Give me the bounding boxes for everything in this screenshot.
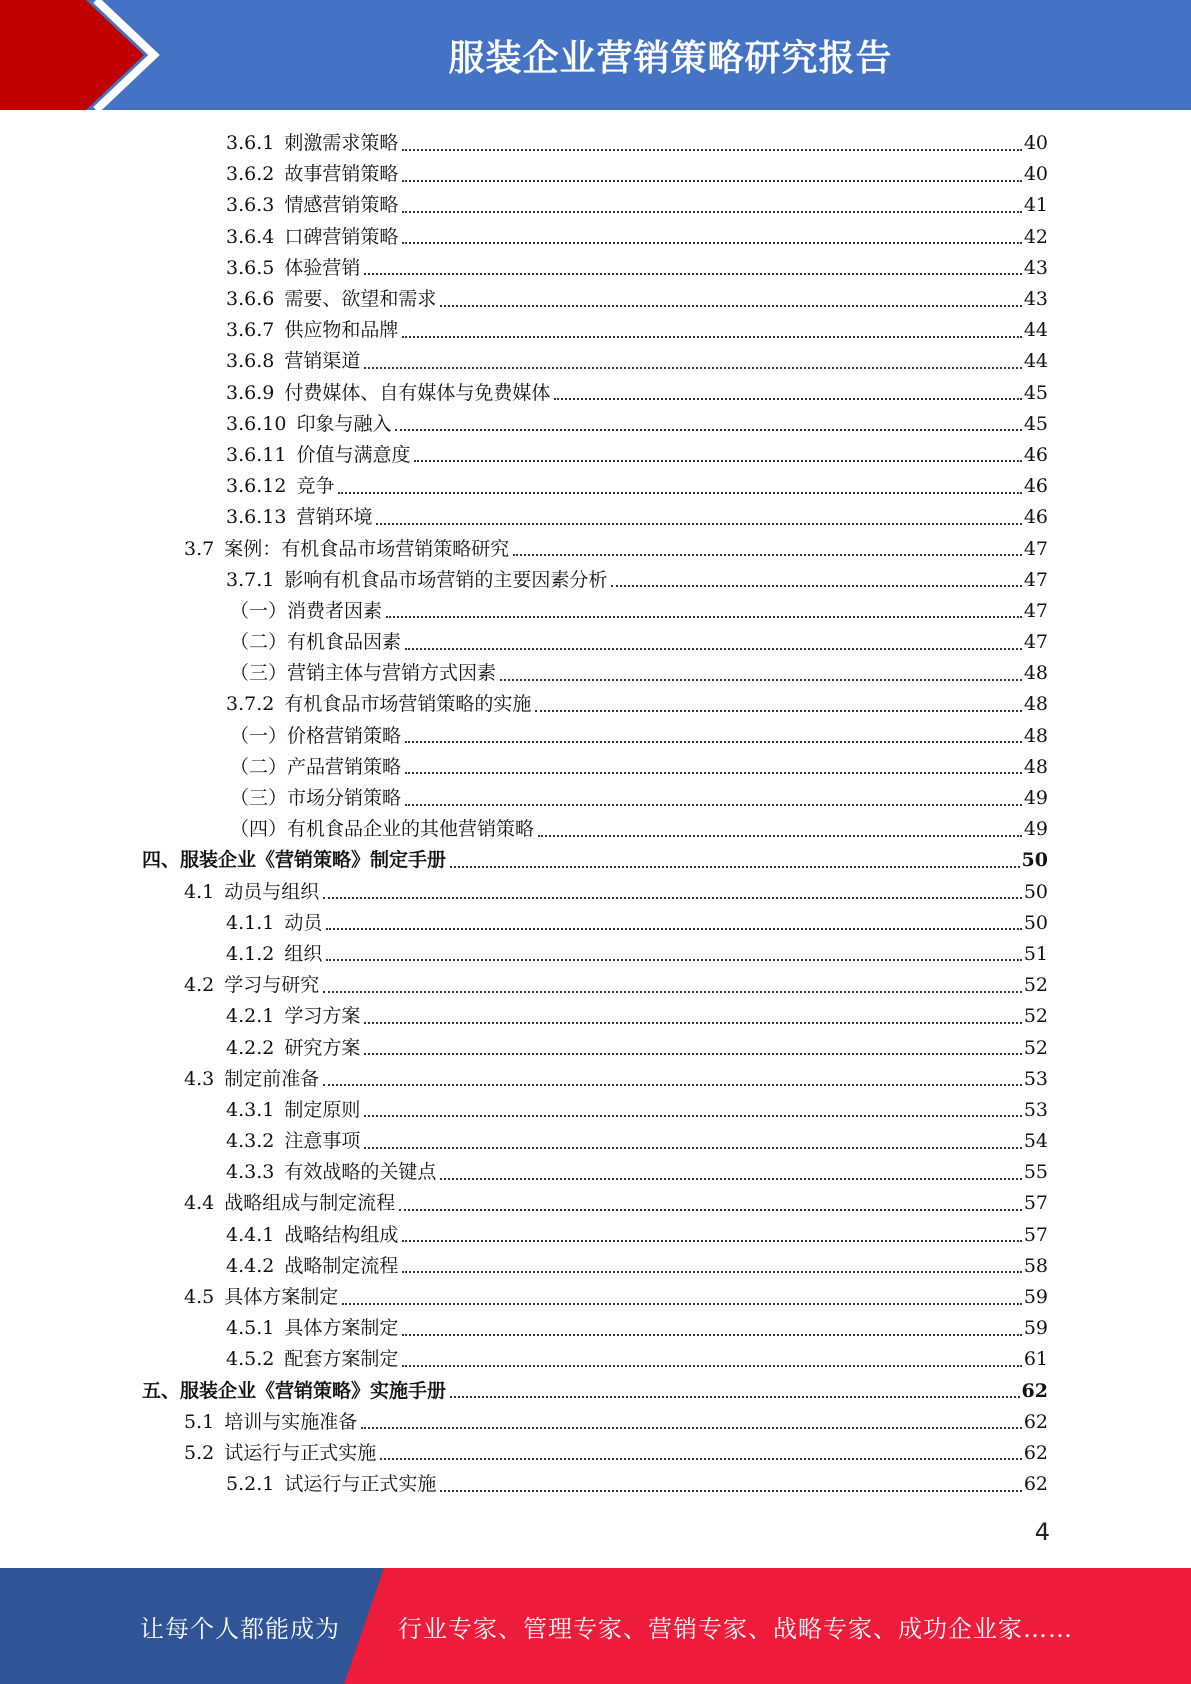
toc-dot-leader — [402, 149, 1021, 151]
toc-entry-title: 营销渠道 — [284, 350, 361, 373]
toc-entry-page: 58 — [1023, 1254, 1048, 1277]
toc-entry-title: 具体方案制定 — [224, 1286, 339, 1309]
toc-entry-page: 46 — [1023, 506, 1048, 529]
toc-entry-number: 4.5 — [184, 1286, 215, 1309]
toc-entry[interactable] — [142, 908, 1048, 939]
toc-entry-title: 动员与组织 — [224, 880, 320, 903]
toc-entry-heading — [226, 1319, 398, 1338]
toc-dot-leader — [364, 1053, 1021, 1055]
toc-entry[interactable] — [142, 1407, 1048, 1438]
toc-entry-title: （一）价格营销策略 — [230, 724, 402, 747]
toc-dot-leader — [538, 835, 1022, 837]
toc-entry-title: 试运行与正式实施 — [284, 1473, 437, 1496]
toc-entry-number: 4.2.1 — [226, 1005, 275, 1028]
toc-dot-leader — [450, 866, 1020, 868]
toc-dot-leader — [402, 242, 1021, 244]
toc-entry-title: 具体方案制定 — [284, 1317, 399, 1340]
toc-entry[interactable] — [142, 565, 1048, 596]
toc-entry-title: 培训与实施准备 — [224, 1410, 358, 1433]
toc-entry-page: 47 — [1023, 568, 1048, 591]
toc-entry-number: 5.2 — [184, 1441, 215, 1464]
toc-entry[interactable] — [142, 1157, 1048, 1188]
toc-entry-heading — [226, 1223, 399, 1246]
toc-entry-page: 49 — [1023, 818, 1048, 841]
toc-entry-heading — [184, 1410, 358, 1433]
toc-entry-page: 59 — [1023, 1286, 1048, 1309]
toc-entry[interactable] — [142, 378, 1048, 409]
toc-dot-leader — [611, 585, 1021, 587]
toc-dot-leader — [440, 1178, 1021, 1180]
toc-entry-page: 49 — [1023, 787, 1048, 810]
toc-entry-heading — [184, 1288, 338, 1307]
toc-entry-heading — [226, 352, 360, 371]
toc-entry-page: 48 — [1023, 693, 1048, 716]
toc-entry-heading — [230, 789, 401, 808]
toc-entry-number: 3.6.6 — [226, 288, 275, 311]
toc-entry[interactable] — [142, 596, 1048, 627]
toc-entry-number: 4.4.2 — [226, 1254, 275, 1277]
toc-entry[interactable] — [142, 814, 1048, 845]
toc-entry-page: 44 — [1023, 350, 1048, 373]
toc-entry[interactable] — [142, 159, 1048, 190]
toc-dot-leader — [376, 523, 1021, 525]
toc-dot-leader — [450, 1396, 1020, 1398]
toc-dot-leader — [386, 616, 1022, 618]
toc-entry-page: 43 — [1023, 256, 1048, 279]
toc-entry[interactable] — [142, 1001, 1048, 1032]
toc-dot-leader — [323, 1084, 1022, 1086]
toc-entry[interactable] — [142, 1064, 1048, 1095]
toc-entry-page: 62 — [1023, 1410, 1048, 1433]
toc-entry[interactable] — [142, 346, 1048, 377]
toc-entry-title: 配套方案制定 — [284, 1348, 399, 1371]
toc-entry-heading — [226, 1475, 436, 1494]
toc-entry-number: 3.7.2 — [226, 693, 275, 716]
toc-dot-leader — [414, 460, 1021, 462]
toc-dot-leader — [402, 1240, 1021, 1242]
toc-entry-heading — [226, 1007, 360, 1026]
toc-entry-page: 54 — [1023, 1130, 1048, 1153]
toc-entry-page: 41 — [1023, 194, 1048, 217]
toc-dot-leader — [380, 1458, 1022, 1460]
toc-entry-number: 4.4 — [184, 1192, 215, 1215]
toc-entry[interactable] — [142, 1188, 1048, 1219]
page-number: 4 — [1034, 1518, 1050, 1546]
toc-entry[interactable] — [142, 1220, 1048, 1251]
toc-entry[interactable] — [142, 1032, 1048, 1063]
toc-entry-heading — [226, 477, 334, 496]
toc-entry-number: 4.5.1 — [226, 1317, 275, 1340]
toc-entry-heading — [226, 381, 551, 404]
toc-entry-page: 46 — [1023, 475, 1048, 498]
toc-entry-number: 3.6.10 — [226, 412, 287, 435]
toc-entry-page: 42 — [1023, 225, 1048, 248]
toc-entry-heading — [226, 256, 361, 279]
toc-dot-leader — [405, 648, 1022, 650]
document-title: 服装企业营销策略研究报告 — [448, 37, 893, 79]
toc-dot-leader — [440, 305, 1021, 307]
toc-dot-leader — [399, 1209, 1022, 1211]
toc-entry-heading — [226, 942, 323, 965]
toc-entry-heading — [226, 134, 398, 153]
toc-entry-page: 48 — [1023, 662, 1048, 685]
toc-entry-number: 3.7 — [184, 537, 215, 560]
toc-entry-number: 4.3.2 — [226, 1130, 275, 1153]
toc-entry-number: 4.3.3 — [226, 1161, 275, 1184]
toc-entry[interactable] — [142, 502, 1048, 533]
toc-entry-number: 4.3 — [184, 1067, 215, 1090]
toc-dot-leader — [402, 1334, 1021, 1336]
toc-entry-number: 3.6.12 — [226, 475, 287, 498]
toc-entry-number: 3.6.5 — [226, 256, 275, 279]
toc-entry-page: 57 — [1023, 1192, 1048, 1215]
toc-entry-number: 3.6.1 — [226, 132, 275, 155]
toc-entry-page: 46 — [1023, 443, 1048, 466]
toc-dot-leader — [405, 741, 1022, 743]
toc-entry[interactable] — [142, 128, 1048, 159]
toc-entry-number: 4.3.1 — [226, 1098, 275, 1121]
toc-entry-number: 3.6.7 — [226, 319, 275, 342]
toc-entry-page: 40 — [1023, 132, 1048, 155]
toc-entry[interactable] — [142, 689, 1048, 720]
toc-entry-title: 战略制定流程 — [284, 1254, 399, 1277]
toc-entry-title: （一）消费者因素 — [230, 599, 383, 622]
toc-entry[interactable] — [142, 845, 1048, 876]
toc-entry-heading — [184, 880, 320, 903]
toc-entry-title: 有效战略的关键点 — [284, 1161, 437, 1184]
toc-entry-heading — [226, 568, 608, 591]
toc-entry[interactable] — [142, 1095, 1048, 1126]
toc-entry-title: 故事营销策略 — [284, 163, 399, 186]
toc-entry-number: 3.6.2 — [226, 163, 275, 186]
toc-entry-page: 59 — [1023, 1317, 1048, 1340]
toc-entry-page: 51 — [1023, 942, 1048, 965]
toc-entry-page: 62 — [1021, 1379, 1048, 1402]
toc-entry-title: （二）产品营销策略 — [230, 755, 402, 778]
toc-entry-heading — [184, 1194, 395, 1213]
toc-dot-leader — [402, 1271, 1021, 1273]
toc-entry-title: 情感营销策略 — [284, 194, 399, 217]
toc-entry-number: 5.2.1 — [226, 1473, 275, 1496]
toc-dot-leader — [513, 554, 1022, 556]
toc-entry-heading — [226, 412, 392, 435]
toc-dot-leader — [364, 273, 1021, 275]
toc-entry-heading — [226, 225, 399, 248]
toc-entry[interactable] — [142, 1282, 1048, 1313]
toc-entry-title: 价值与满意度 — [296, 443, 411, 466]
toc-entry-number: 3.7.1 — [226, 568, 275, 591]
toc-entry-page: 62 — [1023, 1441, 1048, 1464]
toc-entry[interactable] — [142, 939, 1048, 970]
toc-entry-title: 体验营销 — [284, 256, 361, 279]
toc-entry-title: 制定前准备 — [224, 1067, 320, 1090]
toc-entry-title: 组织 — [284, 942, 323, 965]
toc-entry[interactable] — [142, 1438, 1048, 1469]
toc-entry[interactable] — [142, 1251, 1048, 1282]
page-header — [0, 0, 1191, 110]
toc-entry-number: 3.6.4 — [226, 225, 275, 248]
toc-entry-heading — [226, 508, 372, 527]
toc-entry-page: 55 — [1023, 1161, 1048, 1184]
toc-entry-heading — [226, 443, 411, 466]
page-footer — [0, 1568, 1191, 1684]
toc-entry-page: 48 — [1023, 724, 1048, 747]
toc-entry-page: 47 — [1023, 631, 1048, 654]
toc-entry[interactable] — [142, 409, 1048, 440]
toc-entry-number: 5.1 — [184, 1410, 215, 1433]
toc-entry-number: 3.6.3 — [226, 194, 275, 217]
toc-entry[interactable] — [142, 222, 1048, 253]
toc-entry-page: 45 — [1023, 412, 1048, 435]
toc-entry-number: 3.6.9 — [226, 381, 275, 404]
toc-entry-heading — [226, 911, 323, 934]
toc-entry-page: 40 — [1023, 163, 1048, 186]
toc-entry-title: 案例：有机食品市场营销策略研究 — [224, 537, 510, 560]
toc-entry-title: 需要、欲望和需求 — [284, 288, 437, 311]
toc-entry-heading — [226, 1254, 399, 1277]
toc-dot-leader — [342, 1303, 1022, 1305]
toc-entry-heading — [226, 695, 531, 714]
toc-entry[interactable] — [142, 877, 1048, 908]
toc-entry-page: 53 — [1023, 1067, 1048, 1090]
toc-dot-leader — [338, 492, 1021, 494]
toc-entry-title: 口碑营销策略 — [284, 225, 399, 248]
toc-entry-heading — [226, 1132, 360, 1151]
toc-entry-title: （三）市场分销策略 — [230, 787, 402, 810]
toc-dot-leader — [535, 710, 1021, 712]
toc-entry-heading — [226, 196, 398, 215]
toc-entry-title: 竞争 — [296, 475, 335, 498]
toc-dot-leader — [326, 959, 1021, 961]
toc-entry-page: 52 — [1023, 974, 1048, 997]
toc-entry-heading — [226, 290, 436, 309]
toc-entry[interactable] — [142, 721, 1048, 752]
toc-entry-heading — [230, 664, 496, 683]
toc-entry-page: 48 — [1023, 755, 1048, 778]
toc-dot-leader — [402, 336, 1021, 338]
toc-entry-heading — [230, 599, 383, 622]
footer-tagline: 行业专家、管理专家、营销专家、战略专家、成功企业家…… — [398, 1614, 1073, 1643]
toc-entry-heading — [184, 1067, 320, 1090]
toc-entry-title: （二）有机食品因素 — [230, 631, 402, 654]
toc-entry-title: 试运行与正式实施 — [224, 1441, 377, 1464]
toc-entry-page: 52 — [1023, 1005, 1048, 1028]
toc-dot-leader — [500, 679, 1022, 681]
toc-entry-number: 4.2.2 — [226, 1036, 275, 1059]
toc-entry-page: 47 — [1023, 599, 1048, 622]
toc-dot-leader — [440, 1490, 1021, 1492]
toc-entry-title: 战略结构组成 — [284, 1223, 399, 1246]
toc-entry-page: 45 — [1023, 381, 1048, 404]
toc-entry[interactable] — [142, 190, 1048, 221]
toc-dot-leader — [395, 429, 1021, 431]
toc-dot-leader — [364, 1147, 1021, 1149]
toc-entry-number: 3.6.13 — [226, 506, 287, 529]
toc-entry-title: 战略组成与制定流程 — [224, 1192, 396, 1215]
toc-entry-heading — [230, 820, 534, 839]
toc-entry[interactable] — [142, 1313, 1048, 1344]
toc-entry-title: 供应物和品牌 — [284, 319, 399, 342]
toc-entry-title: 影响有机食品市场营销的主要因素分析 — [284, 568, 608, 591]
toc-entry-title: （四）有机食品企业的其他营销策略 — [230, 818, 535, 841]
toc-entry[interactable] — [142, 440, 1048, 471]
toc-entry-page: 43 — [1023, 288, 1048, 311]
toc-entry[interactable] — [142, 970, 1048, 1001]
toc-entry-title: 刺激需求策略 — [284, 132, 399, 155]
toc-entry-title: 研究方案 — [284, 1036, 361, 1059]
toc-dot-leader — [405, 772, 1022, 774]
toc-entry-page: 57 — [1023, 1223, 1048, 1246]
toc-entry-heading — [230, 633, 401, 652]
toc-entry-number: 4.4.1 — [226, 1223, 275, 1246]
toc-entry[interactable] — [142, 1344, 1048, 1375]
toc-entry-number: 4.1.2 — [226, 942, 275, 965]
toc-entry-title: 有机食品市场营销策略的实施 — [284, 693, 532, 716]
toc-dot-leader — [323, 991, 1022, 993]
toc-entry-heading — [226, 165, 398, 184]
toc-entry-heading — [226, 1163, 436, 1182]
toc-entry-title: 付费媒体、自有媒体与免费媒体 — [284, 381, 551, 404]
toc-entry-page: 62 — [1023, 1473, 1048, 1496]
toc-entry[interactable] — [142, 752, 1048, 783]
toc-entry-title: 注意事项 — [284, 1130, 361, 1153]
toc-dot-leader — [554, 398, 1021, 400]
toc-entry-heading — [230, 755, 402, 778]
toc-entry-title: 四、服装企业《营销策略》制定手册 — [142, 849, 447, 872]
toc-entry-title: 五、服装企业《营销策略》实施手册 — [142, 1379, 447, 1402]
toc-entry-number: 3.6.8 — [226, 350, 275, 373]
toc-dot-leader — [361, 1427, 1022, 1429]
toc-entry[interactable] — [142, 533, 1048, 564]
toc-entry-page: 50 — [1021, 849, 1048, 872]
toc-dot-leader — [323, 897, 1022, 899]
toc-entry[interactable] — [142, 315, 1048, 346]
toc-entry-page: 53 — [1023, 1098, 1048, 1121]
toc-entry-title: 印象与融入 — [296, 412, 392, 435]
toc-dot-leader — [405, 804, 1022, 806]
toc-entry-title: 营销环境 — [296, 506, 373, 529]
toc-entry-heading — [230, 724, 402, 747]
footer-slogan: 让每个人都能成为 — [140, 1614, 340, 1643]
toc-entry-heading — [142, 851, 446, 870]
toc-dot-leader — [402, 1365, 1021, 1367]
toc-entry-heading — [226, 1098, 361, 1121]
toc-entry-heading — [226, 321, 398, 340]
toc-entry-page: 50 — [1023, 911, 1048, 934]
toc-entry-number: 4.5.2 — [226, 1348, 275, 1371]
toc-entry[interactable] — [142, 471, 1048, 502]
toc-entry-title: 学习方案 — [284, 1005, 361, 1028]
toc-dot-leader — [326, 928, 1021, 930]
toc-entry-heading — [226, 1036, 361, 1059]
toc-entry-page: 50 — [1023, 880, 1048, 903]
toc-entry-heading — [226, 1350, 398, 1369]
toc-dot-leader — [364, 1022, 1021, 1024]
toc-entry-number: 4.1.1 — [226, 911, 275, 934]
toc-entry[interactable] — [142, 284, 1048, 315]
toc-entry-heading — [184, 1441, 377, 1464]
toc-entry-page: 44 — [1023, 319, 1048, 342]
toc-entry-title: （三）营销主体与营销方式因素 — [230, 662, 497, 685]
toc-entry[interactable] — [142, 1469, 1048, 1500]
toc-entry-title: 学习与研究 — [224, 974, 320, 997]
toc-entry-number: 4.2 — [184, 974, 215, 997]
toc-dot-leader — [402, 211, 1021, 213]
table-of-contents — [142, 128, 1048, 1500]
toc-entry-page: 61 — [1023, 1348, 1048, 1371]
toc-entry[interactable] — [142, 1126, 1048, 1157]
toc-dot-leader — [402, 180, 1021, 182]
toc-entry-title: 制定原则 — [284, 1098, 361, 1121]
toc-entry[interactable] — [142, 627, 1048, 658]
toc-entry-title: 动员 — [284, 911, 323, 934]
toc-entry-heading — [184, 537, 510, 560]
toc-dot-leader — [364, 367, 1021, 369]
toc-entry-page: 52 — [1023, 1036, 1048, 1059]
toc-entry[interactable] — [142, 783, 1048, 814]
toc-entry[interactable] — [142, 253, 1048, 284]
toc-entry-number: 3.6.11 — [226, 443, 287, 466]
toc-entry[interactable] — [142, 1376, 1048, 1407]
toc-dot-leader — [364, 1115, 1021, 1117]
toc-entry[interactable] — [142, 658, 1048, 689]
toc-entry-heading — [184, 976, 319, 995]
toc-entry-number: 4.1 — [184, 880, 215, 903]
toc-entry-heading — [142, 1379, 447, 1402]
toc-entry-page: 47 — [1023, 537, 1048, 560]
